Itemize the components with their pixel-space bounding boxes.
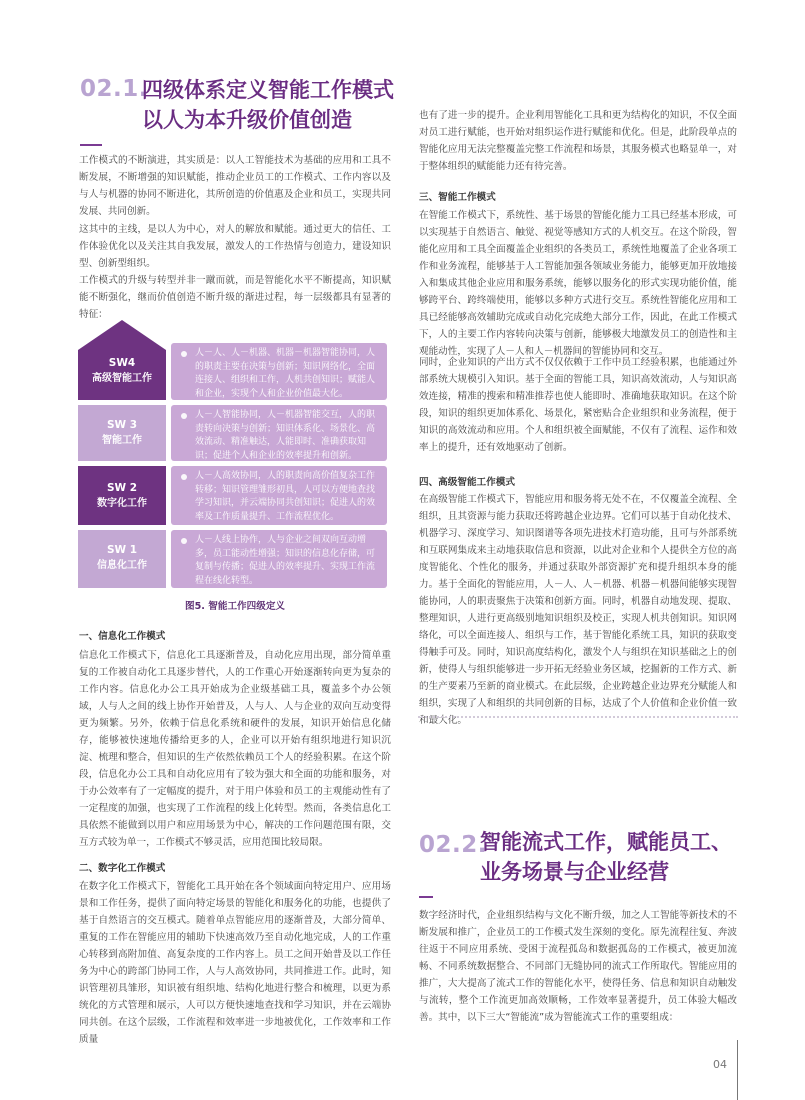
bullet-icon <box>181 538 187 544</box>
digital-mode-text: 在数字化工作模式下，智能化工具开始在各个领域面向特定用户、应用场景和工作任务，提供了面向特定场景的智能化和服务化的功能，也提供了基于自然语言的交互模式。随着单点智能应用的逐渐普及，大部分简单、重复的工作在智能应用的辅助下快速高效乃至自动化地完成，人的工作重心转移到高附加值、高复杂度的工作内容上。员工之间开始普及以工作任务为中心的跨部门协同工作，人与人高效协同，共同推进工作。此时，知识管理初具雏形，知识被有组织地、结构化地进行整合和梳理，以更为系统化的方式管理和展示，人可以方便快速地查找和学习知识，并在云端协同共创。在这个层级，工作流程和效率进一步地被优化，工作效率和工作质量 <box>79 881 391 1045</box>
level-label-sw3 <box>79 418 165 448</box>
level-desc-sw4: 人－人、人－机器、机器－机器智能协同，人的职责主要在决策与创新；知识网络化，全面连接人、组织和工作，人机共创知识；赋能人和企业，实现个人和企业价值最大化。 <box>195 348 376 399</box>
right-continued-text: 也有了进一步的提升。企业利用智能化工具和更为结构化的知识，不仅全面对员工进行赋能，也开始对组织运作进行赋能和优化。但是，此阶段单点的智能化应用无法完整覆盖完整工作流程和场景，其服务模式也略显单一，对于整体组织的赋能能力还有待完善。 <box>419 110 737 172</box>
bullet-icon <box>181 351 187 357</box>
section2-number: 02.2. <box>419 832 487 858</box>
level-box-sw3 <box>171 405 387 461</box>
section-number: 02.1. <box>80 76 148 102</box>
bullet-icon <box>181 413 187 419</box>
section-divider <box>418 716 738 718</box>
section2-text: 数字经济时代，企业组织结构与文化不断升级，加之人工智能等新技术的不断发展和推广，企业员工的工作模式发生深刻的变化。原先流程往复、奔波往返于不同应用系统、受困于流程孤岛和数据孤岛的工作模式，被更加流畅、不同系统数据整合、不同部门无缝协同的流式工作所取代。智能应用的推广，大大提高了流式工作的智能化水平，使得任务、信息和知识自动触发与流转，整个工作流更加高效顺畅，工作效率显著提升，员工体验大幅改善。其中，以下三大“智能流”成为智能流式工作的重要组成： <box>419 910 737 1023</box>
intro-paragraph-1: 工作模式的不断演进，其实质是：以人工智能技术为基础的应用和工具不断发展，不断增强的知识赋能，推动企业员工的工作模式、工作内容以及与人与机器的协同不断进化，其所创造的价值惠及企业和员工，实现共同发展、共同创新。 <box>79 155 391 217</box>
level-desc-sw3: 人－人智能协同，人－机器智能交互，人的职责转向决策与创新；知识体系化、场景化、高效流动、精准触达，人能即时、准确获取知识；促进个人和企业的效率提升和创新。 <box>195 410 376 461</box>
info-mode-text: 信息化工作模式下，信息化工具逐渐普及，自动化应用出现，部分简单重复的工作被自动化工具逐步替代，人的工作重心开始逐渐转向更为复杂的工作内容。信息化办公工具开始成为企业级基础工具，覆盖多个办公领域，人与人之间的线上协作开始普及，人与人、人与企业的双向互动变得更为频繁。另外，依赖于信息化系统和硬件的发展，知识开始信息化储存，能够被快速地传播给更多的人，企业可以开始有组织地进行知识沉淀、梳理和整合，但知识的生产依然依赖员工个人的经验积累。在这个阶段，信息化办公工具和自动化应用有了较为强大和全面的功能和服务，对于办公效率有了一定幅度的提升，对于用户体验和员工的主观能动性有了一定程度的加强，也实现了工作流程的线上化转型。然而，各类信息化工具依然不能做到以用户和应用场景为中心，解决的工作问题范围有限，交互方式较为单一，工作模式不够灵活，应用范围比较局限。 <box>79 650 391 848</box>
section-title-line1: 四级体系定义智能工作模式 <box>142 78 394 102</box>
section2-title-line1: 智能流式工作，赋能员工、 <box>480 830 732 854</box>
title-accent-bar <box>80 144 102 146</box>
bullet-icon <box>181 474 187 480</box>
smart-mode-text-1: 在智能工作模式下，系统性、基于场景的智能化能力工具已经基本形成，可以实现基于自然语言、触觉、视觉等感知方式的人机交互。在这个阶段，智能化应用和工具全面覆盖企业组织的各类员工，系统性地覆盖了企业各项工作和业务流程，能够基于人工智能加强各领域业务能力，能够更加开放地接入和集成其他企业应用和服务系统，能够以服务化的形式实现功能价值，能够跨平台、跨终端使用，能够以多种方式进行交互。系统性智能化应用和工具已经能够高效辅助完成或自动化完成绝大部分工作，因此，在此工作模式下，人的主要工作内容转向决策与创新，能够极大地激发员工的创造性和主观能动性，实现了人－人和人－机器间的智能协同和交互。 <box>419 210 737 357</box>
intro-paragraph-2: 这其中的主线，是以人为中心，对人的解放和赋能。通过更大的信任、工作体验优化以及关注其自我发展，激发人的工作热情与创造力，建设知识型、创新型组织。 <box>79 224 391 269</box>
smart-mode-text-2: 同时，企业知识的产出方式不仅仅依赖于工作中员工经验积累，也能通过外部系统大规模引入知识。基于全面的智能工具，知识高效流动，人与知识高效连接，精准的搜索和精准推荐也使人能即时、准确地获取知识。在这个阶段，知识的组织更加体系化、场景化，紧密贴合企业组织和业务流程，便于知识的高效流动和应用。个人和组织被全面赋能，不仅有了流程、运作和效率上的提升，还有效地驱动了创新。 <box>419 357 737 453</box>
section-title-line2: 以人为本升级价值创造 <box>142 108 352 132</box>
heading-digital-mode: 二、数字化工作模式 <box>79 863 166 874</box>
level-name-sw2: 数字化工作 <box>97 498 147 509</box>
level-box-sw1 <box>171 530 387 588</box>
level-desc-sw2: 人－人高效协同，人的职责向高价值复杂工作转移；知识管理雏形初具，人可以方便地查找学习知识，并云端协同共创知识；促进人的效率及工作质量提升、工作流程优化。 <box>195 471 376 522</box>
level-desc-sw1: 人－人线上协作，人与企业之间双向互动增多，员工能动性增强；知识的信息化存储，可复制与传播；促进人的效率提升、实现工作流程在线化转型。 <box>195 535 376 586</box>
page-number-rule <box>737 1040 738 1100</box>
level-name-sw1: 信息化工作 <box>97 560 147 571</box>
section2-title-line2: 业务场景与企业经营 <box>480 860 669 884</box>
level-label-sw1 <box>79 543 165 573</box>
section2-accent-bar <box>419 896 433 898</box>
level-box-sw4 <box>171 343 387 400</box>
level-code-sw1: SW 1 <box>106 544 138 556</box>
figure-caption: 图5. 智能工作四级定义 <box>185 601 286 612</box>
level-code-sw4: SW4 <box>108 357 136 369</box>
level-name-sw4: 高级智能工作 <box>92 373 152 384</box>
intro-paragraph-3: 工作模式的升级与转型并非一蹴而就，而是智能化水平不断提高，知识赋能不断强化，继而价值创造不断升级的渐进过程，每一层级都具有显著的特征： <box>79 275 391 320</box>
level-code-sw2: SW 2 <box>106 482 138 494</box>
heading-info-mode: 一、信息化工作模式 <box>79 631 166 642</box>
level-code-sw3: SW 3 <box>106 419 138 431</box>
level-label-sw2 <box>79 481 165 511</box>
level-label-sw4 <box>79 356 165 386</box>
heading-smart-mode: 三、智能工作模式 <box>419 192 496 203</box>
level-name-sw3: 智能工作 <box>102 435 142 446</box>
advanced-mode-text: 在高级智能工作模式下，智能应用和服务将无处不在，不仅覆盖全流程、全组织，且其资源与能力获取还将跨越企业边界。它们可以基于自动化技术、机器学习、深度学习、知识图谱等各项先进技术打造功能，且可与外部系统和互联网集成来主动地获取信息和资源，以此对企业和个人提供全方位的高度智能化、个性化的服务，并通过获取外部资源扩充和提升组织本身的能力。基于全面化的智能应用，人－人、人－机器、机器－机器间能够实现智能协同，人的职责聚焦于决策和创新方面。同时，机器自动地发现、提取、整理知识，人进行更高级别地知识组织及校正，实现人机共创知识。知识网络化，可以全面连接人、组织与工作，基于智能化系统工具，知识的获取变得触手可及。同时，知识高度结构化，激发个人与组织在知识基础之上的创新，使得人与组织能够进一步开拓无经验业务区域，挖掘新的工作方式、新的生产要素乃至新的商业模式。在此层级，企业跨越企业边界充分赋能人和组织，实现了人和组织的共同创新的目标，达成了个人价值和企业价值一致和最大化。 <box>419 494 737 726</box>
heading-advanced-mode: 四、高级智能工作模式 <box>419 477 515 488</box>
page-number: 04 <box>713 1058 727 1071</box>
level-box-sw2 <box>171 466 387 525</box>
